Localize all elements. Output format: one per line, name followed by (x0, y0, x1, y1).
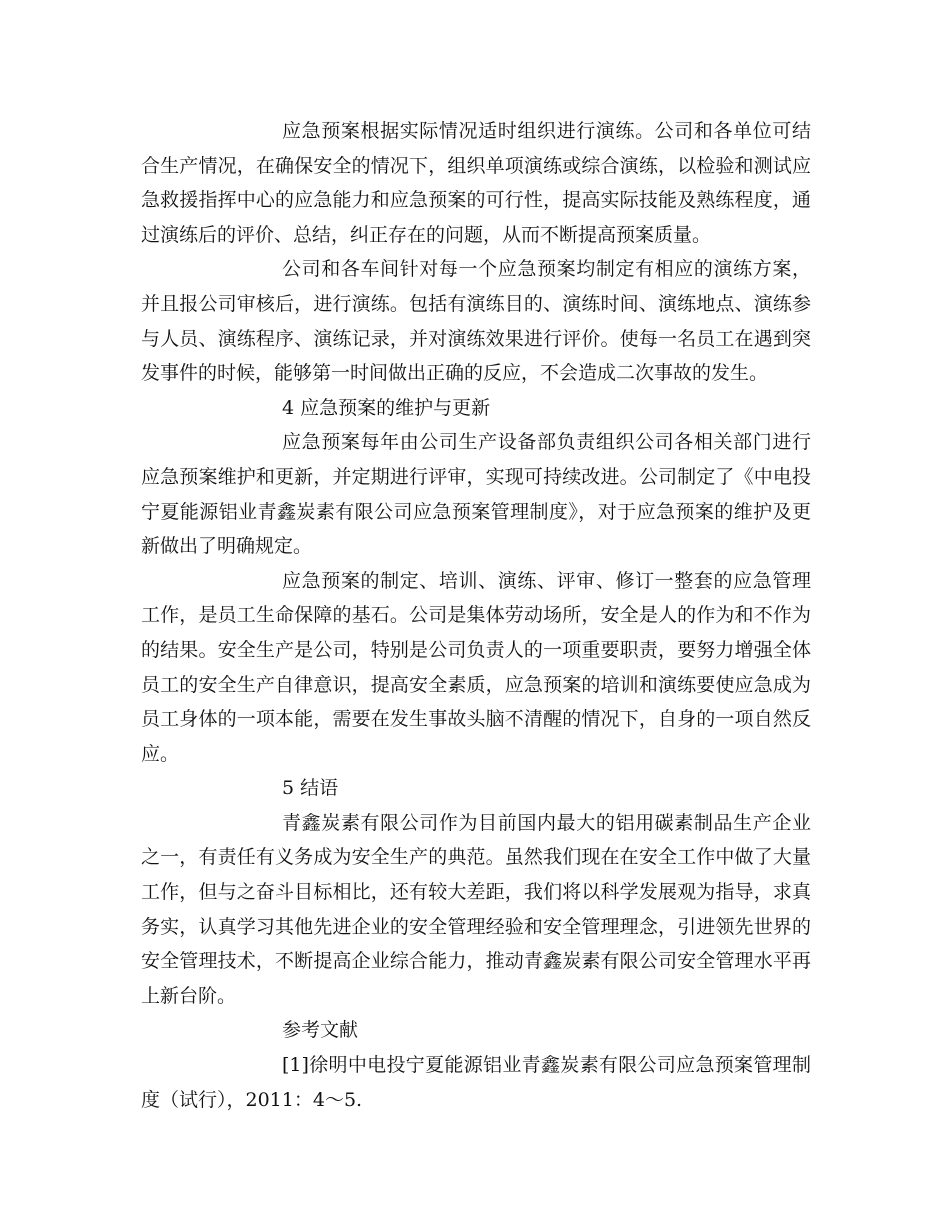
section-heading-conclusion: 5 结语 (282, 777, 339, 800)
paragraph-emergency-management: 应急预案的制定、培训、演练、评审、修订一整套的应急管理工作，是员工生命保障的基石。公司是集体劳动场所，安全是人的作为和不作为的结果。安全生产是公司，特别是公司负责人的一项重要职责，要努力增强全体员工的安全生产自律意识，提高安全素质，应急预案的培训和演练要使应急成为员工身体的一项本能，需要在发生事故头脑不清醒的情况下，自身的一项自然反应。 (141, 569, 811, 765)
paragraph-maintenance: 应急预案每年由公司生产设备部负责组织公司各相关部门进行应急预案维护和更新，并定期进行评审，实现可持续改进。公司制定了《中电投宁夏能源铝业青鑫炭素有限公司应急预案管理制度》，对于应急预案的维护及更新做出了明确规定。 (141, 431, 811, 558)
section-heading-maintenance: 4 应急预案的维护与更新 (282, 396, 491, 419)
reference-item: [1]徐明中电投宁夏能源铝业青鑫炭素有限公司应急预案管理制度（试行），2011：4～5. (141, 1054, 811, 1111)
references-heading: 参考文献 (282, 1019, 359, 1042)
paragraph-drill-organization: 应急预案根据实际情况适时组织进行演练。公司和各单位可结合生产情况，在确保安全的情况下，组织单项演练或综合演练，以检验和测试应急救援指挥中心的应急能力和应急预案的可行性，提高实际技能及熟练程度，通过演练后的评价、总结，纠正存在的问题，从而不断提高预案质量。 (141, 120, 811, 246)
paragraph-conclusion: 青鑫炭素有限公司作为目前国内最大的铝用碳素制品生产企业之一，有责任有义务成为安全生产的典范。虽然我们现在在安全工作中做了大量工作，但与之奋斗目标相比，还有较大差距，我们将以科学发展观为指导，求真务实，认真学习其他先进企业的安全管理经验和安全管理理念，引进领先世界的安全管理技术，不断提高企业综合能力，推动青鑫炭素有限公司安全管理水平再上新台阶。 (141, 811, 811, 1007)
paragraph-drill-plans: 公司和各车间针对每一个应急预案均制定有相应的演练方案，并且报公司审核后，进行演练。包括有演练目的、演练时间、演练地点、演练参与人员、演练程序、演练记录，并对演练效果进行评价。使每一名员工在遇到突发事件的时候，能够第一时间做出正确的反应，不会造成二次事故的发生。 (141, 258, 811, 385)
document-body (141, 114, 811, 1117)
